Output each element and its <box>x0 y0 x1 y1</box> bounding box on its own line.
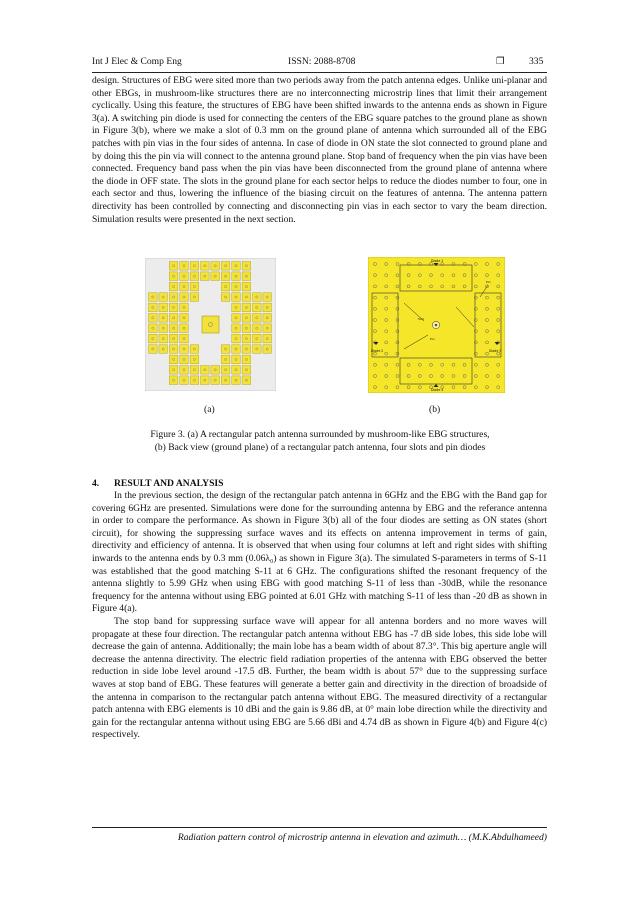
figure-3 <box>92 256 547 415</box>
section-number: 4. <box>92 478 100 489</box>
issn: ISSN: 2088-8708 <box>288 56 356 67</box>
paragraph-analysis: The stop band for suppressing surface wave will appear for all antenna borders and no more waves will propagate at these four direction. The rectangular patch antenna without EBG has -7 dB side lobes, this side lobe will decrease the gain of antenna. Additionally; the main lobe has a beam width of about 87.3°. This big aperture angle will decrease the antenna directivity. The electric field radiation properties of the antenna with EBG observed the better reduction in side lobe level around -17.5 dB. Further, the beam width is about 57° due to the suppressing surface waves at stop band of EBG. These features will generate a better gain and directivity in the direction of broadside of the antenna in comparison to the rectangular patch antenna without EBG. The measured directivity of a rectangular patch antenna with EBG elements is 10 dBi and the gain is 9.86 dB, at 0° main lobe direction while the directivity and gain for the rectangular antenna without using EBG are 5.66 dBi and 4.74 dB as shown in Figure 4(b) and Figure 4(c) respectively. <box>92 616 547 741</box>
footer-rule <box>92 827 547 828</box>
diode-label-1: Diode 1 <box>431 259 444 263</box>
diode-label-3: Diode 3 <box>489 349 502 353</box>
box-icon: ❒ <box>496 56 505 67</box>
svg-text:Slot: Slot <box>418 317 424 321</box>
journal-name: Int J Elec & Comp Eng <box>92 56 182 67</box>
figure-label-a: (a) <box>204 404 215 415</box>
page-footer: Radiation pattern control of microstrip antenna in elevation and azimuth… (M.K.Abdulhameed) <box>177 832 547 843</box>
figure-label-b: (b) <box>429 404 441 415</box>
svg-text:Pin: Pin <box>430 337 435 341</box>
diode-label-4: Diode 4 <box>431 388 444 392</box>
page-number: 335 <box>529 56 544 67</box>
paragraph-design: design. Structures of EBG were sited more than two periods away from the patch antenna edges. Unlike uni-planar and other EBGs, in mushroom-like structures there are no interconnecting microstrip lines that limit their arrangement cyclically. Using this feature, the structures of EBG have been shifted inwards to the antenna ends as shown in Figure 3(a). A switching pin diode is used for connecting the centers of the EBG square patches to the ground plane as shown in Figure 3(b), where we make a slot of 0.3 mm on the ground plane of antenna which surrounded all of the EBG patches with pin vias in the four sides of antenna. In case of diode in ON state the slot connected to ground plane and by doing this the pin via will connect to the antenna ground plane. Stop band of frequency when the pin vias have been connected. Frequency band pass when the pin vias have been disconnected from the ground plane of antenna where the diode in OFF state. The slots in the ground plane for each sector helps to reduce the diodes number to four, one in each sector and thus, lowering the influence of the biasing circuit on the features of antenna. The antenna pattern directivity has been controlled by connecting and disconnecting pin vias in each sector to vary the beam direction. Simulation results were presented in the next section. <box>92 75 547 225</box>
paragraph-results: In the previous section, the design of the rectangular patch antenna in 6GHz and the EBG with the Band gap for covering 6GHz are presented. Simulations were done for the surrounding antenna by EBG and the referance antenna in order to compare the performance. As shown in Figure 3(b) all of the four diodes are setting as ON states (short circuit), for showing the suppressing surface waves and its effects on antenna improvement in terms of gain, directivity and efficiency of antenna. It is observed that when using four columns at left and right sides with shifting inwards to the antenna ends by 0.3 mm (0.06λ₀) as shown in Figure 3(a). The simulated S-parameters in terms of S-11 was established that the good matching S-11 at 6 GHz. The configurations shifted the resonant frequency of the antenna slightly to 5.99 GHz when using EBG with good matching S-11 of less than -30dB, while the resonance frequency for the antenna without using EBG pointed at 6.01 GHz with matching S-11 of less than -20 dB as shown in Figure 4(a). <box>92 490 547 615</box>
figure-caption-line-2: (b) Back view (ground plane) of a rectangular patch antenna, four slots and pin diodes <box>154 442 486 453</box>
diode-label-2: Diode 2 <box>371 349 384 353</box>
section-heading <box>92 478 224 489</box>
page-header <box>92 56 547 70</box>
figure-3b-ground-plane <box>368 257 505 393</box>
header-rule <box>92 72 547 73</box>
figure-3a-ebg-antenna <box>145 258 276 391</box>
section-title: RESULT AND ANALYSIS <box>114 478 224 489</box>
figure-caption-line-1: Figure 3. (a) A rectangular patch antenna surrounded by mushroom-like EBG structures, <box>150 429 490 440</box>
svg-text:Pin: Pin <box>486 280 491 284</box>
